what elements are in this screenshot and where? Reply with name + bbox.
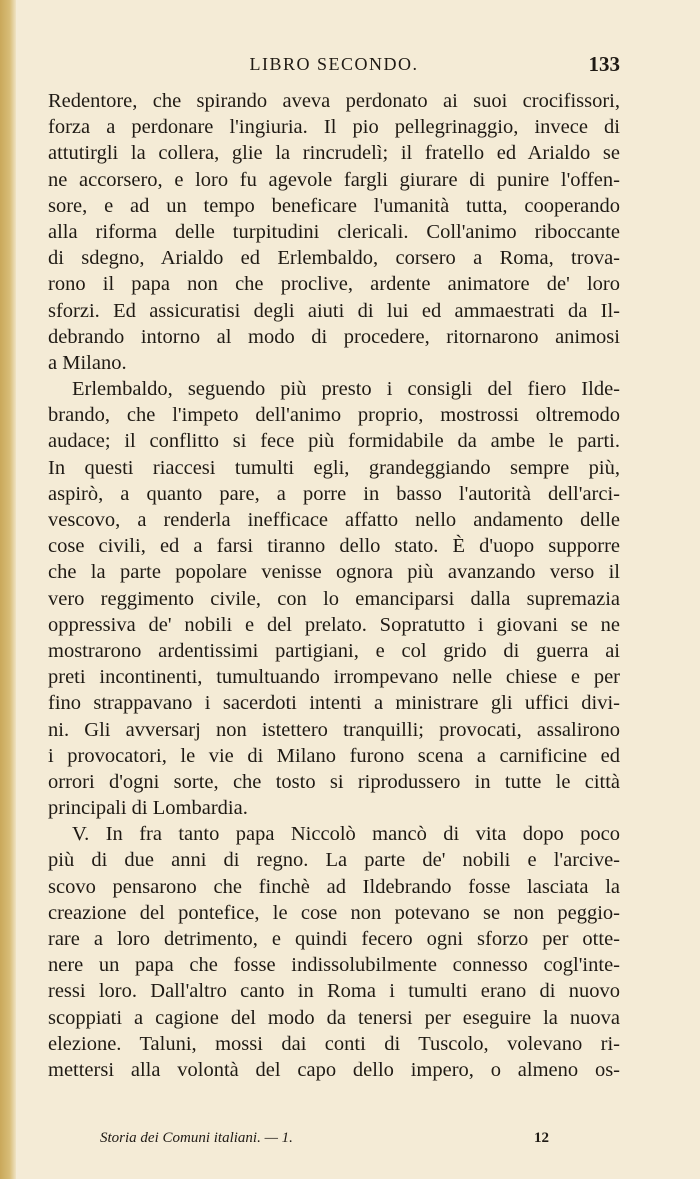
text-line: a Milano. (48, 351, 127, 374)
text-line: nere un papa che fosse indissolubilmente connesso cogl'inte- (48, 954, 620, 977)
footer-book-title: Storia dei Comuni italiani. — 1. (100, 1130, 293, 1146)
running-head: LIBRO SECONDO. (249, 54, 419, 74)
body-text (48, 88, 620, 1083)
text-line: mettersi alla volontà del capo dello impero, o almeno os- (48, 1058, 620, 1081)
text-line: elezione. Taluni, mossi dai conti di Tuscolo, volevano ri- (48, 1032, 620, 1055)
text-line: principali di Lombardia. (48, 797, 248, 820)
page-header (48, 52, 620, 82)
text-line: V. In fra tanto papa Niccolò mancò di vita dopo poco (72, 823, 620, 846)
text-line: audace; il conflitto si fece più formidabile da ambe le parti. (48, 430, 620, 453)
text-line: più di due anni di regno. La parte de' nobili e l'arcive- (48, 849, 620, 872)
text-line: i provocatori, le vie di Milano furono scena a carnificine ed (48, 744, 620, 767)
text-line: oppressiva de' nobili e del prelato. Sopratutto i giovani se ne (48, 613, 620, 636)
text-line: alla riforma delle turpitudini clericali. Coll'animo riboccante (48, 220, 620, 243)
text-line: Erlembaldo, seguendo più presto i consigli del fiero Ilde- (72, 378, 620, 401)
text-line: preti incontinenti, tumultuando irrompevano nelle chiese e per (48, 666, 620, 689)
text-line: sforzi. Ed assicuratisi degli aiuti di lui ed ammaestrati da Il- (48, 299, 620, 322)
text-line: sore, e ad un tempo beneficare l'umanità tutta, cooperando (48, 194, 620, 217)
text-line: creazione del pontefice, le cose non potevano se non peggio- (48, 901, 620, 924)
text-line: ni. Gli avversarj non istettero tranquilli; provocati, assalirono (48, 718, 620, 741)
text-line: attutirgli la collera, glie la rincrudelì; il fratello ed Arialdo se (48, 142, 620, 165)
page-footer (100, 1130, 600, 1152)
text-line: forza a perdonare l'ingiuria. Il pio pellegrinaggio, invece di (48, 116, 620, 139)
text-line: In questi riaccesi tumulti egli, grandeggiando sempre più, (48, 456, 620, 479)
text-line: mostrarono ardentissimi partigiani, e col grido di guerra ai (48, 639, 620, 662)
text-line: ne accorsero, e loro fu agevole fargli giurare di punire l'offen- (48, 168, 620, 191)
text-line: cose civili, ed a farsi tiranno dello stato. È d'uopo supporre (48, 535, 620, 558)
text-line: scovo pensarono che finchè ad Ildebrando fosse lasciata la (48, 875, 620, 898)
footer-signature-mark: 12 (534, 1130, 549, 1146)
text-line: fino strappavano i sacerdoti intenti a ministrare gli uffici divi- (48, 692, 620, 715)
text-line: ressi loro. Dall'altro canto in Roma i tumulti erano di nuovo (48, 980, 620, 1003)
text-line: scoppiati a cagione del modo da tenersi per eseguire la nuova (48, 1006, 620, 1029)
page-spine-shadow (0, 0, 16, 1179)
text-line: orrori d'ogni sorte, che tosto si riprodussero in tutte le città (48, 770, 620, 793)
text-line: vescovo, a renderla inefficace affatto nello andamento delle (48, 509, 620, 531)
page-number: 133 (588, 52, 620, 76)
text-line: vero reggimento civile, con lo emanciparsi dalla supremazia (48, 587, 620, 610)
text-line: rono il papa non che proclive, ardente animatore de' loro (48, 273, 620, 296)
text-line: Redentore, che spirando aveva perdonato ai suoi crocifissori, (48, 90, 620, 112)
text-line: di sdegno, Arialdo ed Erlembaldo, corsero a Roma, trova- (48, 247, 620, 270)
text-line: rare a loro detrimento, e quindi fecero ogni sforzo per otte- (48, 928, 620, 950)
text-line: debrando intorno al modo di procedere, ritornarono animosi (48, 325, 620, 348)
text-line: brando, che l'impeto dell'animo proprio, mostrossi oltremodo (48, 404, 620, 427)
text-line: aspirò, a quanto pare, a porre in basso l'autorità dell'arci- (48, 482, 620, 505)
text-line: che la parte popolare venisse ognora più avanzando verso il (48, 561, 620, 584)
